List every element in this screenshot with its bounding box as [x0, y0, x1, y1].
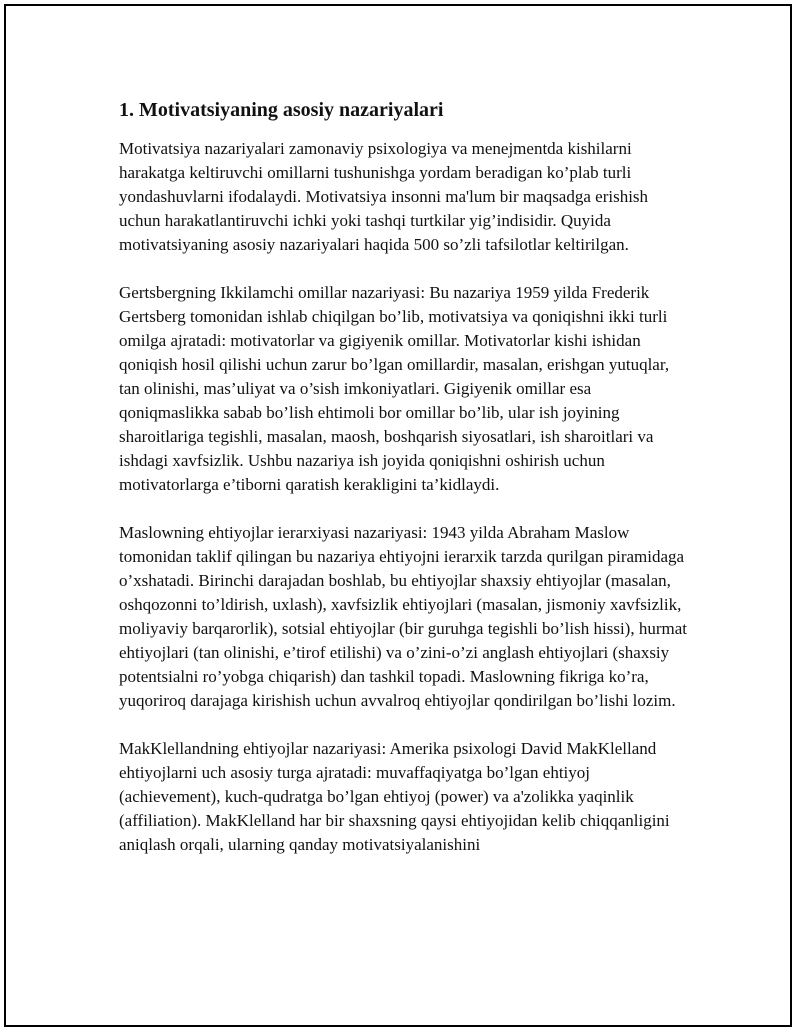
paragraph-mcclelland-theory: MakKlellandning ehtiyojlar nazariyasi: Amerika psixologi David MakKlelland ehtiyojlarni uch asosiy turga ajratadi: muvaffaqiyatga bo’lgan ehtiyoj (achievement), kuch-qudratga bo’lgan ehtiyoj (power) va a'zolikka yaqinlik (affiliation). MakKlelland har bir shaxsning qaysi ehtiyojidan kelib chiqqanligini aniqlash orqali, ularning qanday motivatsiyalanishini: [119, 739, 670, 854]
section-heading: 1. Motivatsiyaning asosiy nazariyalari: [119, 99, 444, 121]
document-body: [119, 96, 691, 881]
paragraph-herzberg-theory: Gertsbergning Ikkilamchi omillar nazariyasi: Bu nazariya 1959 yilda Frederik Gertsberg tomonidan ishlab chiqilgan bo’lib, motivatsiya va qoniqishni ikki turli omilga ajratadi: motivatorlar va gigiyenik omillar. Motivatorlar kishi ishidan qoniqish hosil qilishi uchun zarur bo’lgan omillardir, masalan, erishgan yutuqlar, tan olinishi, mas’uliyat va o’sish imkoniyatlari. Gigiyenik omillar esa qoniqmaslikka sabab bo’lish ehtimoli bor omillar bo’lib, ular ish joyining sharoitlariga tegishli, masalan, maosh, boshqarish siyosatlari, ish sharoitlari va ishdagi xavfsizlik. Ushbu nazariya ish joyida qoniqishni oshirish uchun motivatorlarga e’tiborni qaratish kerakligini ta’kidlaydi.: [119, 283, 670, 494]
paragraph-maslow-theory: Maslowning ehtiyojlar ierarxiyasi nazariyasi: 1943 yilda Abraham Maslow tomonidan taklif qilingan bu nazariya ehtiyojni ierarxik tarzda qurilgan piramidaga o’xshatadi. Birinchi darajadan boshlab, bu ehtiyojlar shaxsiy ehtiyojlar (masalan, oshqozonni to’ldirish, uxlash), xavfsizlik ehtiyojlari (masalan, jismoniy xavfsizlik, moliyaviy barqarorlik), sotsial ehtiyojlar (bir guruhga tegishli bo’lish hissi), hurmat ehtiyojlari (tan olinishi, e’tirof etilishi) va o’zini-o’zi anglash ehtiyojlari (shaxsiy potentsialni ro’yobga chiqarish) dan tashkil topadi. Maslowning fikriga ko’ra, yuqoriroq darajaga kirishish uchun avvalroq ehtiyojlar qondirilgan bo’lishi lozim.: [119, 523, 687, 710]
document-page: [4, 4, 792, 1027]
paragraph-intro: Motivatsiya nazariyalari zamonaviy psixologiya va menejmentda kishilarni harakatga keltiruvchi omillarni tushunishga yordam beradigan ko’plab turli yondashuvlarni ifodalaydi. Motivatsiya insonni ma'lum bir maqsadga erishish uchun harakatlantiruvchi ichki yoki tashqi turtkilar yig’indisidir. Quyida motivatsiyaning asosiy nazariyalari haqida 500 so’zli tafsilotlar keltirilgan.: [119, 139, 649, 254]
